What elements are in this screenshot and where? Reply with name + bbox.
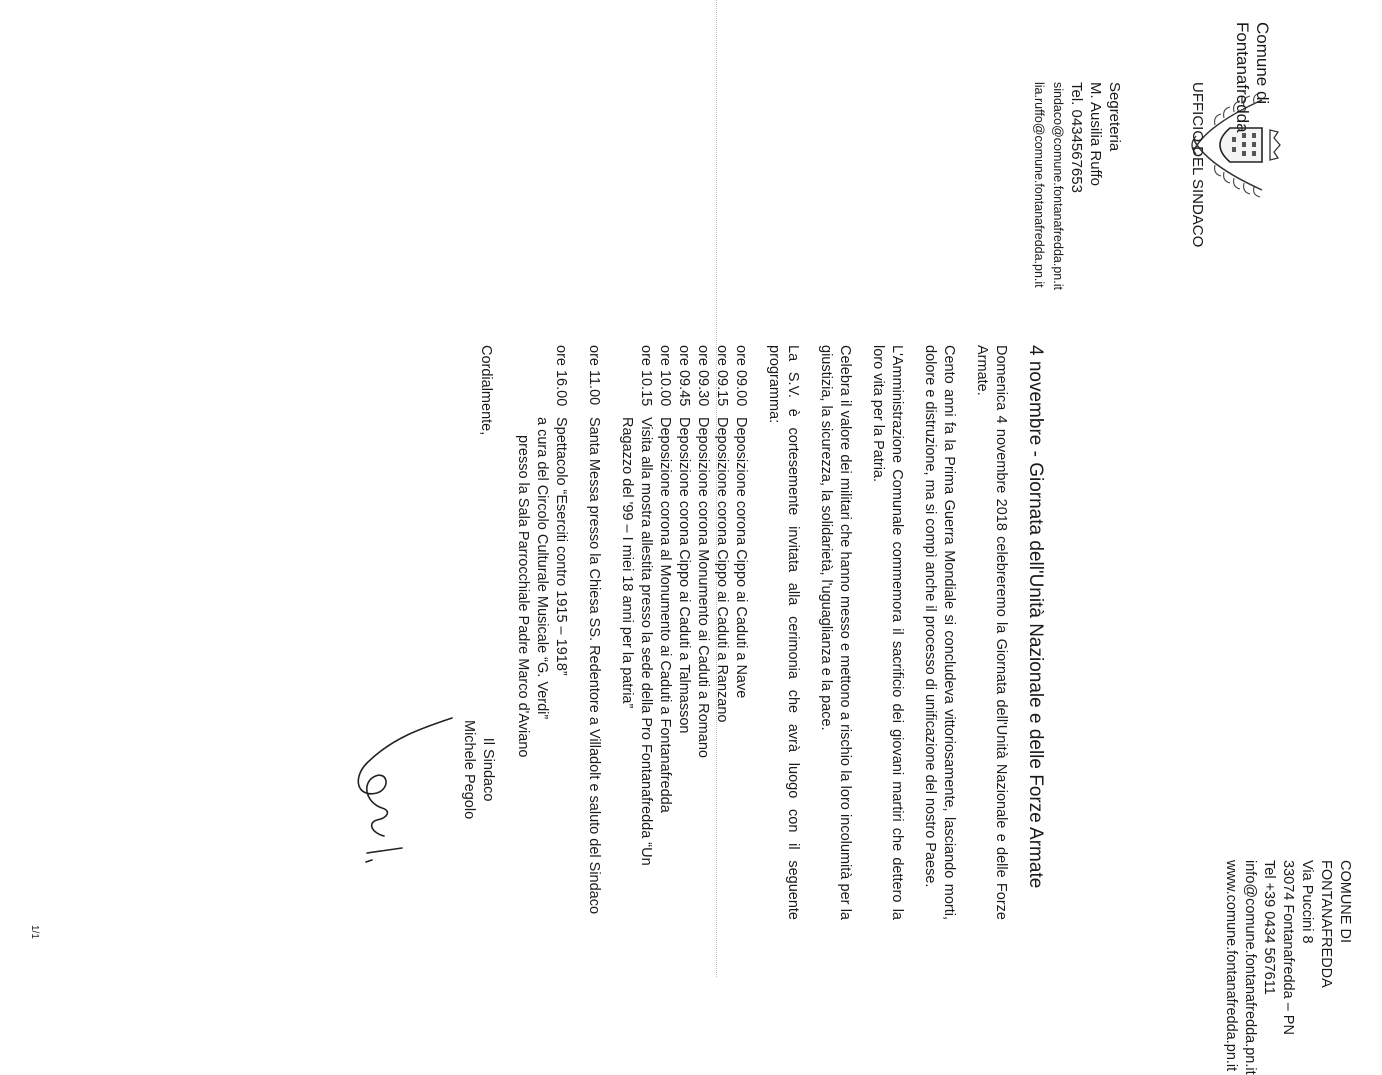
schedule-row	[655, 345, 674, 920]
contact-name: M. Ausilia Ruffo	[1087, 82, 1104, 186]
contact-phone: Tel. 0434567653	[1068, 82, 1085, 193]
office-heading: UFFICIO DEL SINDACO	[1189, 82, 1206, 248]
schedule-time: ore 09.30	[695, 345, 711, 407]
schedule-row	[674, 345, 693, 920]
schedule-event: Deposizione corona Cippo ai Caduti a Ranzano	[714, 417, 730, 723]
schedule-event: Deposizione corona Cippo ai Caduti a Nave	[733, 417, 749, 699]
schedule-time: ore 09.45	[676, 345, 692, 407]
schedule-time: ore 09.00	[733, 345, 749, 407]
schedule-time: ore 09.15	[714, 345, 730, 407]
schedule-sub-line: presso la Sala Parrocchiale Padre Marco d'Aviano	[515, 435, 531, 758]
closing: Cordialmente,	[478, 345, 494, 436]
paragraph-2: Cento anni fa la Prima Guerra Mondiale si concludeva vittoriosamente, lasciando morti, dolore e distruzione, ma si compì anche il processo di unificazione del nostro Paese.	[922, 345, 957, 920]
address-line-3: 33074 Fontanafredda – PN	[1280, 860, 1296, 1035]
address-line-4: Tel +39 0434 567611	[1261, 860, 1277, 995]
schedule-row	[551, 345, 570, 920]
paragraph-4: Celebra il valore dei militari che hanno messo e mettono a rischio la loro incolumità per la giustizia, la sicurezza, la solidarietà, l'uguaglianza e la pace.	[818, 345, 853, 920]
handwritten-signature	[342, 708, 462, 908]
schedule-time: ore 10.00	[657, 345, 673, 407]
schedule-time: ore 10.15	[638, 345, 654, 407]
address-line-5: info@comune.fontanafredda.pn.it	[1242, 860, 1258, 1075]
page-number: 1/1	[29, 925, 40, 939]
contact-email-sindaco: sindaco@comune.fontanafredda.pn.it	[1051, 82, 1065, 290]
paragraph-1: Domenica 4 novembre 2018 celebreremo la Giornata dell'Unità Nazionale e delle Forze Armate.	[974, 345, 1009, 920]
address-line-6: www.comune.fontanafredda.pn.it	[1223, 860, 1239, 1072]
schedule-event: Spettacolo “Eserciti contro 1915 – 1918”	[553, 417, 569, 676]
schedule-time: ore 11.00	[586, 345, 602, 406]
paragraph-3: L'Amministrazione Comunale commemora il sacrificio dei giovani martiri che dettero la loro vita per la Patria.	[870, 345, 905, 920]
schedule-row	[712, 345, 731, 920]
schedule-event: Visita alla mostra allestita presso la sede della Pro Fontanafredda “Un Ragazzo del '99 – I miei 18 anni per la patria”	[619, 417, 654, 866]
comune-line-2: Fontanafredda	[1233, 22, 1252, 133]
paragraph-5: La S.V. è cortesemente invitata alla cerimonia che avrà luogo con il seguente programma:	[766, 345, 801, 920]
letter-body	[476, 345, 1047, 920]
segreteria-label: Segreteria	[1106, 82, 1123, 152]
schedule-event: Santa Messa presso la Chiesa SS. Redentore a Villadolt e saluto del Sindaco	[586, 417, 602, 915]
schedule-event: Deposizione corona Cippo ai Caduti a Talmasson	[676, 417, 692, 734]
schedule-row	[693, 345, 712, 920]
schedule-row	[731, 345, 750, 920]
address-line-1: COMUNE DI FONTANAFREDDA	[1318, 860, 1353, 988]
schedule-row	[584, 345, 603, 920]
contact-email-ruffo: lia.ruffo@comune.fontanafredda.pn.it	[1032, 82, 1046, 288]
schedule-row	[617, 345, 655, 920]
schedule-time: ore 16.00	[553, 345, 569, 407]
schedule-event: Deposizione corona al Monumento ai Caduti a Fontanafredda	[657, 417, 673, 813]
signer-role: Il Sindaco	[480, 737, 496, 802]
comune-line-1: Comune di	[1253, 22, 1272, 105]
address-line-2: Via Puccini 8	[1299, 860, 1315, 944]
letter-title: 4 novembre - Giornata dell'Unità Nazionale e delle Forze Armate	[1025, 345, 1046, 889]
signature-block	[459, 720, 497, 819]
comune-address	[1221, 860, 1354, 1075]
segreteria-block	[1029, 82, 1124, 290]
schedule-event: Deposizione corona Monumento ai Caduti a Romano	[695, 417, 711, 758]
schedule-sub-line: a cura del Circolo Culturale Musicale “G. Verdi”	[534, 417, 550, 720]
signer-name: Michele Pegolo	[461, 720, 477, 820]
program-schedule	[513, 345, 750, 920]
